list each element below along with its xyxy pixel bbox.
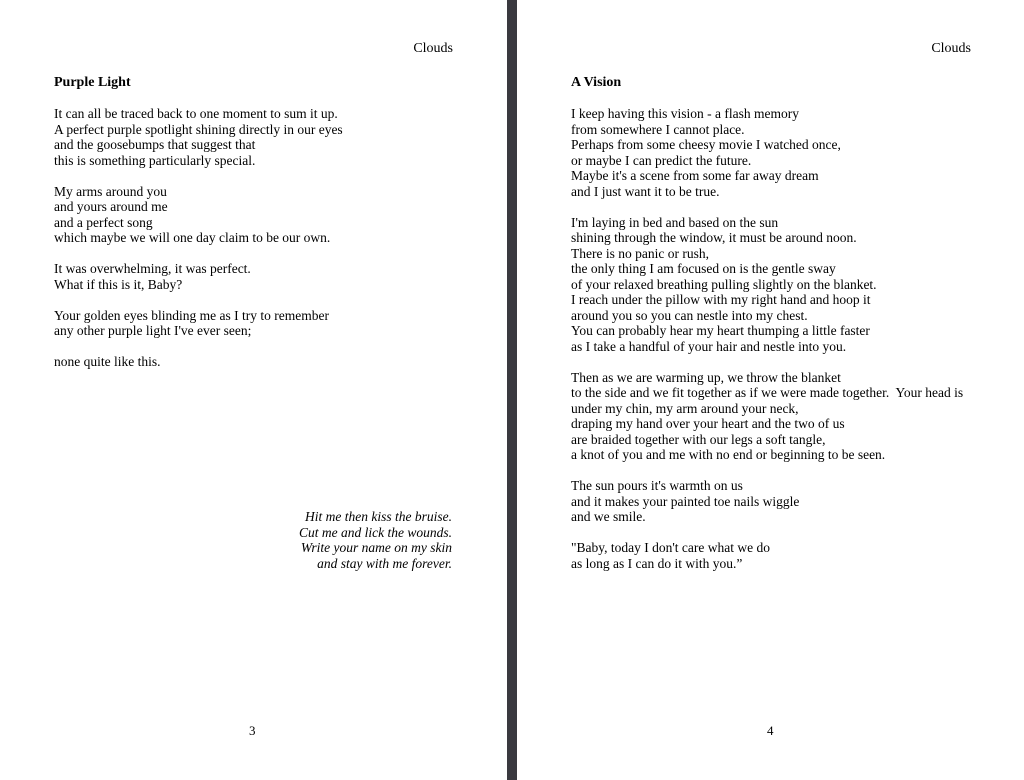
poem-line: What if this is it, Baby? [54, 276, 183, 292]
epigraph-line: Cut me and lick the wounds. [299, 524, 452, 540]
poem-line: There is no panic or rush, [571, 245, 709, 261]
stanza [54, 184, 343, 246]
stanza [54, 261, 343, 292]
poem-line: shining through the window, it must be around noon. [571, 230, 857, 245]
poem-line: Maybe it's a scene from some far away dream [571, 168, 819, 183]
poem-line: a knot of you and me with no end or beginning to be seen. [571, 447, 886, 462]
poem-line: It can all be traced back to one moment to sum it up. [54, 106, 338, 121]
poem-line: and I just want it to be true. [571, 183, 720, 199]
poem-line: and the goosebumps that suggest that [54, 137, 256, 152]
poem-line: It was overwhelming, it was perfect. [54, 261, 251, 276]
running-head: Clouds [413, 41, 453, 56]
stanza [54, 354, 343, 370]
poem-line: around you so you can nestle into my chest. [571, 307, 808, 323]
epigraph-line: and stay with me forever. [317, 555, 452, 571]
poem-line: are braided together with our legs a soft tangle, [571, 431, 826, 447]
poem-title: Purple Light [54, 75, 131, 90]
poem-line: My arms around you [54, 183, 167, 199]
stanza [54, 106, 343, 168]
poem-line: as I take a handful of your hair and nestle into you. [571, 338, 847, 354]
poem-line: You can probably hear my heart thumping a little faster [571, 323, 870, 338]
epigraph-line: Write your name on my skin [300, 540, 452, 555]
poem-line: from somewhere I cannot place. [571, 121, 745, 137]
poem-line: under my chin, my arm around your neck, [571, 400, 799, 416]
poem-line: "Baby, today I don't care what we do [571, 540, 771, 555]
poem-line: and we smile. [571, 509, 646, 524]
poem-line: or maybe I can predict the future. [571, 152, 752, 168]
page-number: 4 [767, 723, 774, 738]
poem-line: this is something particularly special. [54, 152, 256, 168]
stanza [571, 478, 963, 525]
page-number: 3 [249, 723, 256, 738]
poem-line: and it makes your painted toe nails wiggle [571, 493, 800, 509]
poem-line: I'm laying in bed and based on the sun [571, 214, 779, 230]
poem-line: none quite like this. [54, 354, 161, 369]
poem-body [571, 106, 963, 587]
poem-line: The sun pours it's warmth on us [571, 478, 743, 493]
poem-line: any other purple light I've ever seen; [54, 323, 252, 338]
stanza [54, 308, 343, 339]
poem-line: and yours around me [54, 199, 168, 214]
poem-line: draping my hand over your heart and the two of us [571, 416, 845, 431]
poem-line: and a perfect song [54, 214, 153, 230]
stanza [571, 106, 963, 199]
poem-line: Perhaps from some cheesy movie I watched once, [571, 137, 841, 152]
stanza [571, 370, 963, 463]
epigraph-line: Hit me then kiss the bruise. [305, 509, 452, 524]
poem-line: I keep having this vision - a flash memory [571, 106, 799, 121]
right-page [517, 0, 1024, 780]
poem-line: as long as I can do it with you.” [571, 555, 743, 571]
page-divider [507, 0, 517, 780]
poem-line: of your relaxed breathing pulling slightly on the blanket. [571, 276, 877, 292]
left-page [0, 0, 507, 780]
poem-line: the only thing I am focused on is the gentle sway [571, 261, 836, 276]
stanza [571, 215, 963, 355]
poem-line: Then as we are warming up, we throw the blanket [571, 369, 841, 385]
poem-title: A Vision [571, 75, 622, 90]
epigraph [299, 509, 452, 571]
poem-line: I reach under the pillow with my right hand and hoop it [571, 292, 871, 307]
running-head: Clouds [931, 41, 971, 56]
poem-line: which maybe we will one day claim to be our own. [54, 230, 331, 245]
poem-line: Your golden eyes blinding me as I try to remember [54, 307, 329, 323]
poem-line: to the side and we fit together as if we were made together. Your head is [571, 385, 964, 400]
poem-line: A perfect purple spotlight shining directly in our eyes [54, 121, 343, 137]
stanza [571, 540, 963, 571]
poem-body [54, 106, 343, 385]
